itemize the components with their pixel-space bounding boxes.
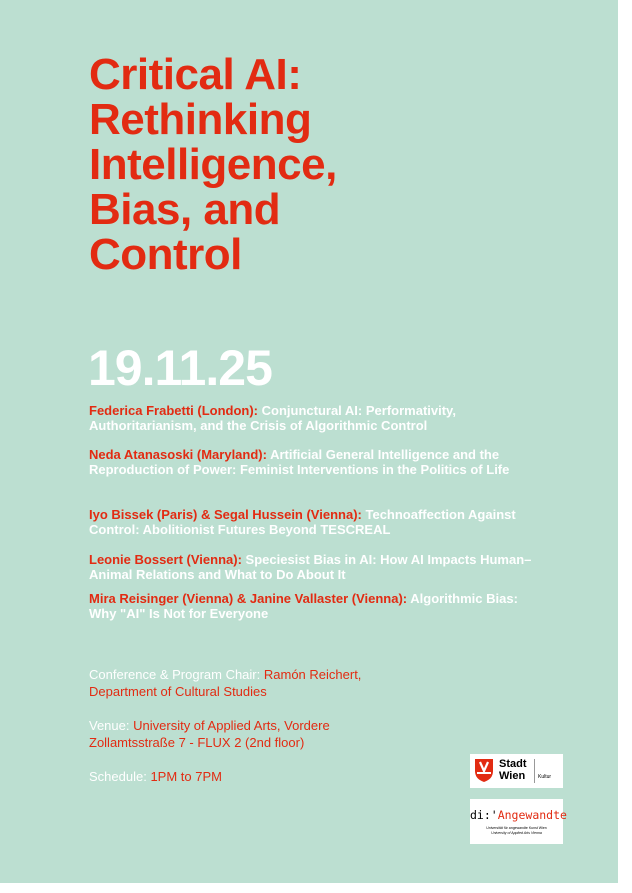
talk-speaker: Iyo Bissek (Paris) & Segal Hussein (Vienna):: [89, 507, 362, 522]
schedule-label: Schedule:: [89, 769, 147, 784]
talk-item: [89, 552, 539, 582]
talk-speaker: Leonie Bossert (Vienna):: [89, 552, 242, 567]
angewandte-logo: [470, 799, 567, 844]
talk-title: Conjunctural AI: Performativity, Authoritarianism, and the Crisis of Algorithmic Control: [89, 403, 456, 433]
talk-item: [89, 403, 539, 433]
venue-line-2: Zollamtsstraße 7 - FLUX 2 (2nd floor): [89, 734, 305, 750]
stadt-label: Stadt: [499, 758, 527, 770]
talk-speaker: Federica Frabetti (London):: [89, 403, 258, 418]
kultur-label: Kultur: [538, 774, 552, 780]
title-line: Rethinking: [89, 95, 312, 144]
talk-title: Technoaffection Against Control: Abolitionist Futures Beyond TESCREAL: [89, 507, 516, 537]
chair-label: Conference & Program Chair:: [89, 667, 261, 682]
poster-title: [89, 52, 509, 277]
chair-department: Department of Cultural Studies: [89, 683, 267, 699]
stadt-wien-wordmark: [499, 758, 527, 782]
angewandte-line-en: University of Applied Arts Vienna: [491, 831, 542, 835]
venue-label: Venue:: [89, 718, 130, 733]
talk-title: Artificial General Intelligence and the Reproduction of Power: Feminist Interventions in the Politics of Life: [89, 447, 510, 477]
chair-name: Ramón Reichert,: [263, 667, 362, 682]
talk-item: [89, 507, 539, 537]
talk-item: [89, 447, 539, 477]
talk-title: Speciesist Bias in AI: How AI Impacts Human–Animal Relations and What to Do About It: [89, 552, 532, 582]
chair-info: [89, 667, 489, 700]
angewandte-line-de: Universität für angewandte Kunst Wien: [486, 826, 547, 830]
title-line: Control: [89, 230, 242, 279]
logo-divider: [534, 759, 535, 783]
event-date: 19.11.25: [88, 340, 272, 396]
angewandte-wordmark: [470, 808, 567, 822]
venue-line-1: University of Applied Arts, Vordere: [133, 718, 330, 733]
angewandte-prefix: di:': [470, 808, 498, 822]
talk-title: Algorithmic Bias: Why "AI" Is Not for Everyone: [89, 591, 518, 621]
talk-item: [89, 591, 539, 621]
angewandte-word: Angewandte: [497, 808, 567, 822]
wien-shield-icon: [474, 758, 494, 783]
wien-label: Wien: [499, 770, 526, 782]
schedule-info: [89, 769, 489, 786]
title-line: Intelligence,: [89, 140, 337, 189]
title-line: Bias, and: [89, 185, 281, 234]
schedule-value: 1PM to 7PM: [150, 769, 222, 784]
talk-speaker: Mira Reisinger (Vienna) & Janine Vallaster (Vienna):: [89, 591, 408, 606]
stadt-wien-logo: [470, 754, 563, 788]
talk-speaker: Neda Atanasoski (Maryland):: [89, 447, 267, 462]
title-line: Critical AI:: [89, 50, 302, 99]
venue-info: [89, 718, 489, 751]
